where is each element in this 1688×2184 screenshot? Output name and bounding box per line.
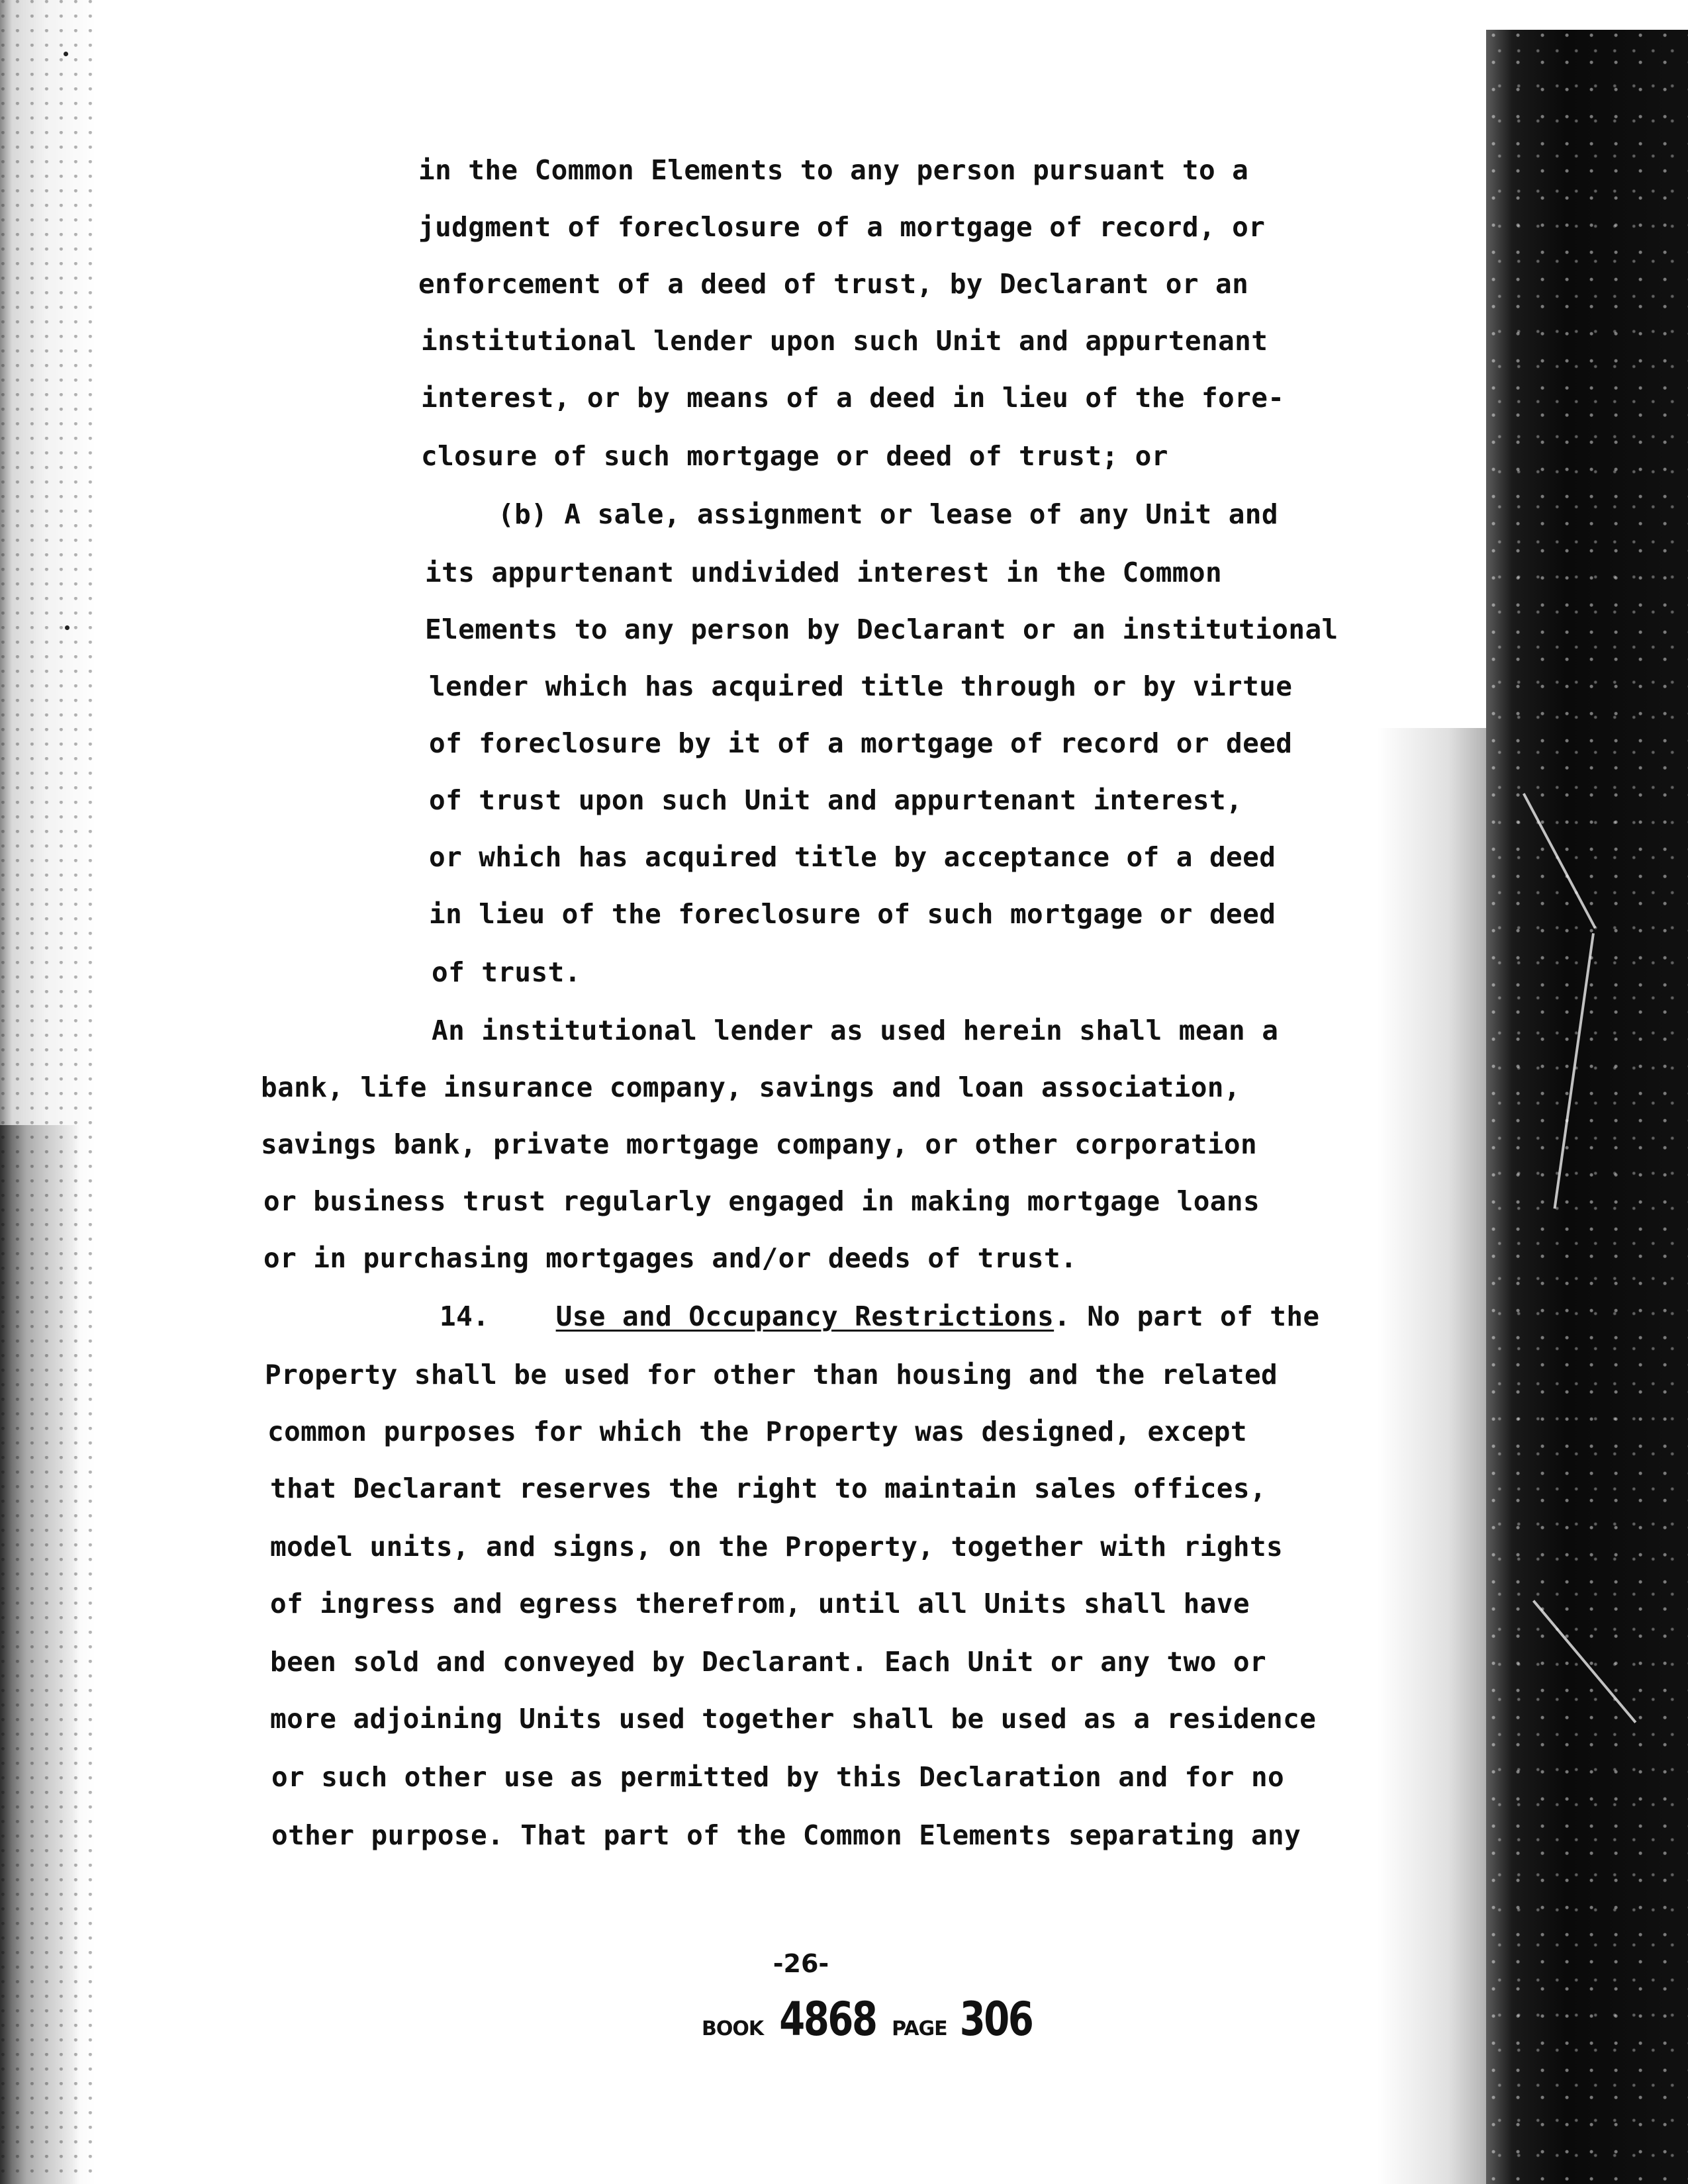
section-heading: Use and Occupancy Restrictions — [555, 1300, 1055, 1332]
text-line: lender which has acquired title through or by virtue — [429, 670, 1293, 702]
text-line: other purpose. That part of the Common Elements separating any — [271, 1819, 1301, 1851]
section-heading-tail: . No part of the — [1054, 1300, 1320, 1332]
text-line: of trust upon such Unit and appurtenant interest, — [429, 784, 1243, 816]
text-line: An institutional lender as used herein shall mean a — [432, 1015, 1279, 1046]
text-line: or such other use as permitted by this Declaration and for no — [271, 1761, 1285, 1793]
text-line: closure of such mortgage or deed of trust; or — [421, 440, 1168, 472]
text-line: bank, life insurance company, savings and loan association, — [261, 1071, 1241, 1103]
binding-band — [1486, 30, 1688, 2184]
text-line: more adjoining Units used together shall be used as a residence — [270, 1703, 1317, 1735]
text-line: or business trust regularly engaged in making mortgage loans — [263, 1185, 1260, 1217]
stamp-page-number: 306 — [959, 1992, 1033, 2046]
text-line: institutional lender upon such Unit and appurtenant — [421, 325, 1268, 357]
text-line: in the Common Elements to any person pursuant to a — [418, 154, 1249, 186]
text-line: of ingress and egress therefrom, until all Units shall have — [270, 1588, 1250, 1619]
text-line: of trust. — [432, 956, 581, 988]
text-line: Elements to any person by Declarant or an institutional — [425, 614, 1338, 645]
text-line: its appurtenant undivided interest in the Common — [425, 557, 1223, 588]
section-number: 14. — [440, 1300, 490, 1332]
scan-edge-left-shadow — [0, 1125, 79, 2184]
text-line: or which has acquired title by acceptance of a deed — [429, 841, 1276, 873]
text-line: of foreclosure by it of a mortgage of record or deed — [429, 727, 1293, 759]
text-line: savings bank, private mortgage company, or other corporation — [261, 1128, 1258, 1160]
book-label: BOOK — [702, 2017, 764, 2040]
scan-speck — [65, 625, 70, 630]
text-line: or in purchasing mortgages and/or deeds of trust. — [263, 1242, 1078, 1274]
scan-shadow-right — [1377, 728, 1496, 2184]
text-line: that Declarant reserves the right to maintain sales offices, — [270, 1473, 1267, 1504]
text-line: model units, and signs, on the Property, together with rights — [270, 1531, 1284, 1563]
text-line: been sold and conveyed by Declarant. Each Unit or any two or — [270, 1646, 1267, 1678]
page-number: -26- — [773, 1949, 829, 1978]
text-line: enforcement of a deed of trust, by Declarant or an — [418, 268, 1249, 300]
text-line: interest, or by means of a deed in lieu of the fore- — [421, 382, 1285, 414]
section-heading-line — [440, 1300, 1320, 1333]
text-line: Property shall be used for other than housing and the related — [265, 1359, 1278, 1390]
scan-speck — [64, 52, 68, 56]
text-line: common purposes for which the Property was designed, except — [267, 1416, 1247, 1447]
page-label: PAGE — [892, 2017, 947, 2040]
text-line: judgment of foreclosure of a mortgage of record, or — [418, 211, 1266, 243]
book-number: 4868 — [778, 1992, 876, 2046]
text-line: (b) A sale, assignment or lease of any Unit and — [498, 498, 1278, 530]
text-line: in lieu of the foreclosure of such mortgage or deed — [429, 898, 1276, 930]
book-page-stamp — [702, 1992, 1041, 2046]
